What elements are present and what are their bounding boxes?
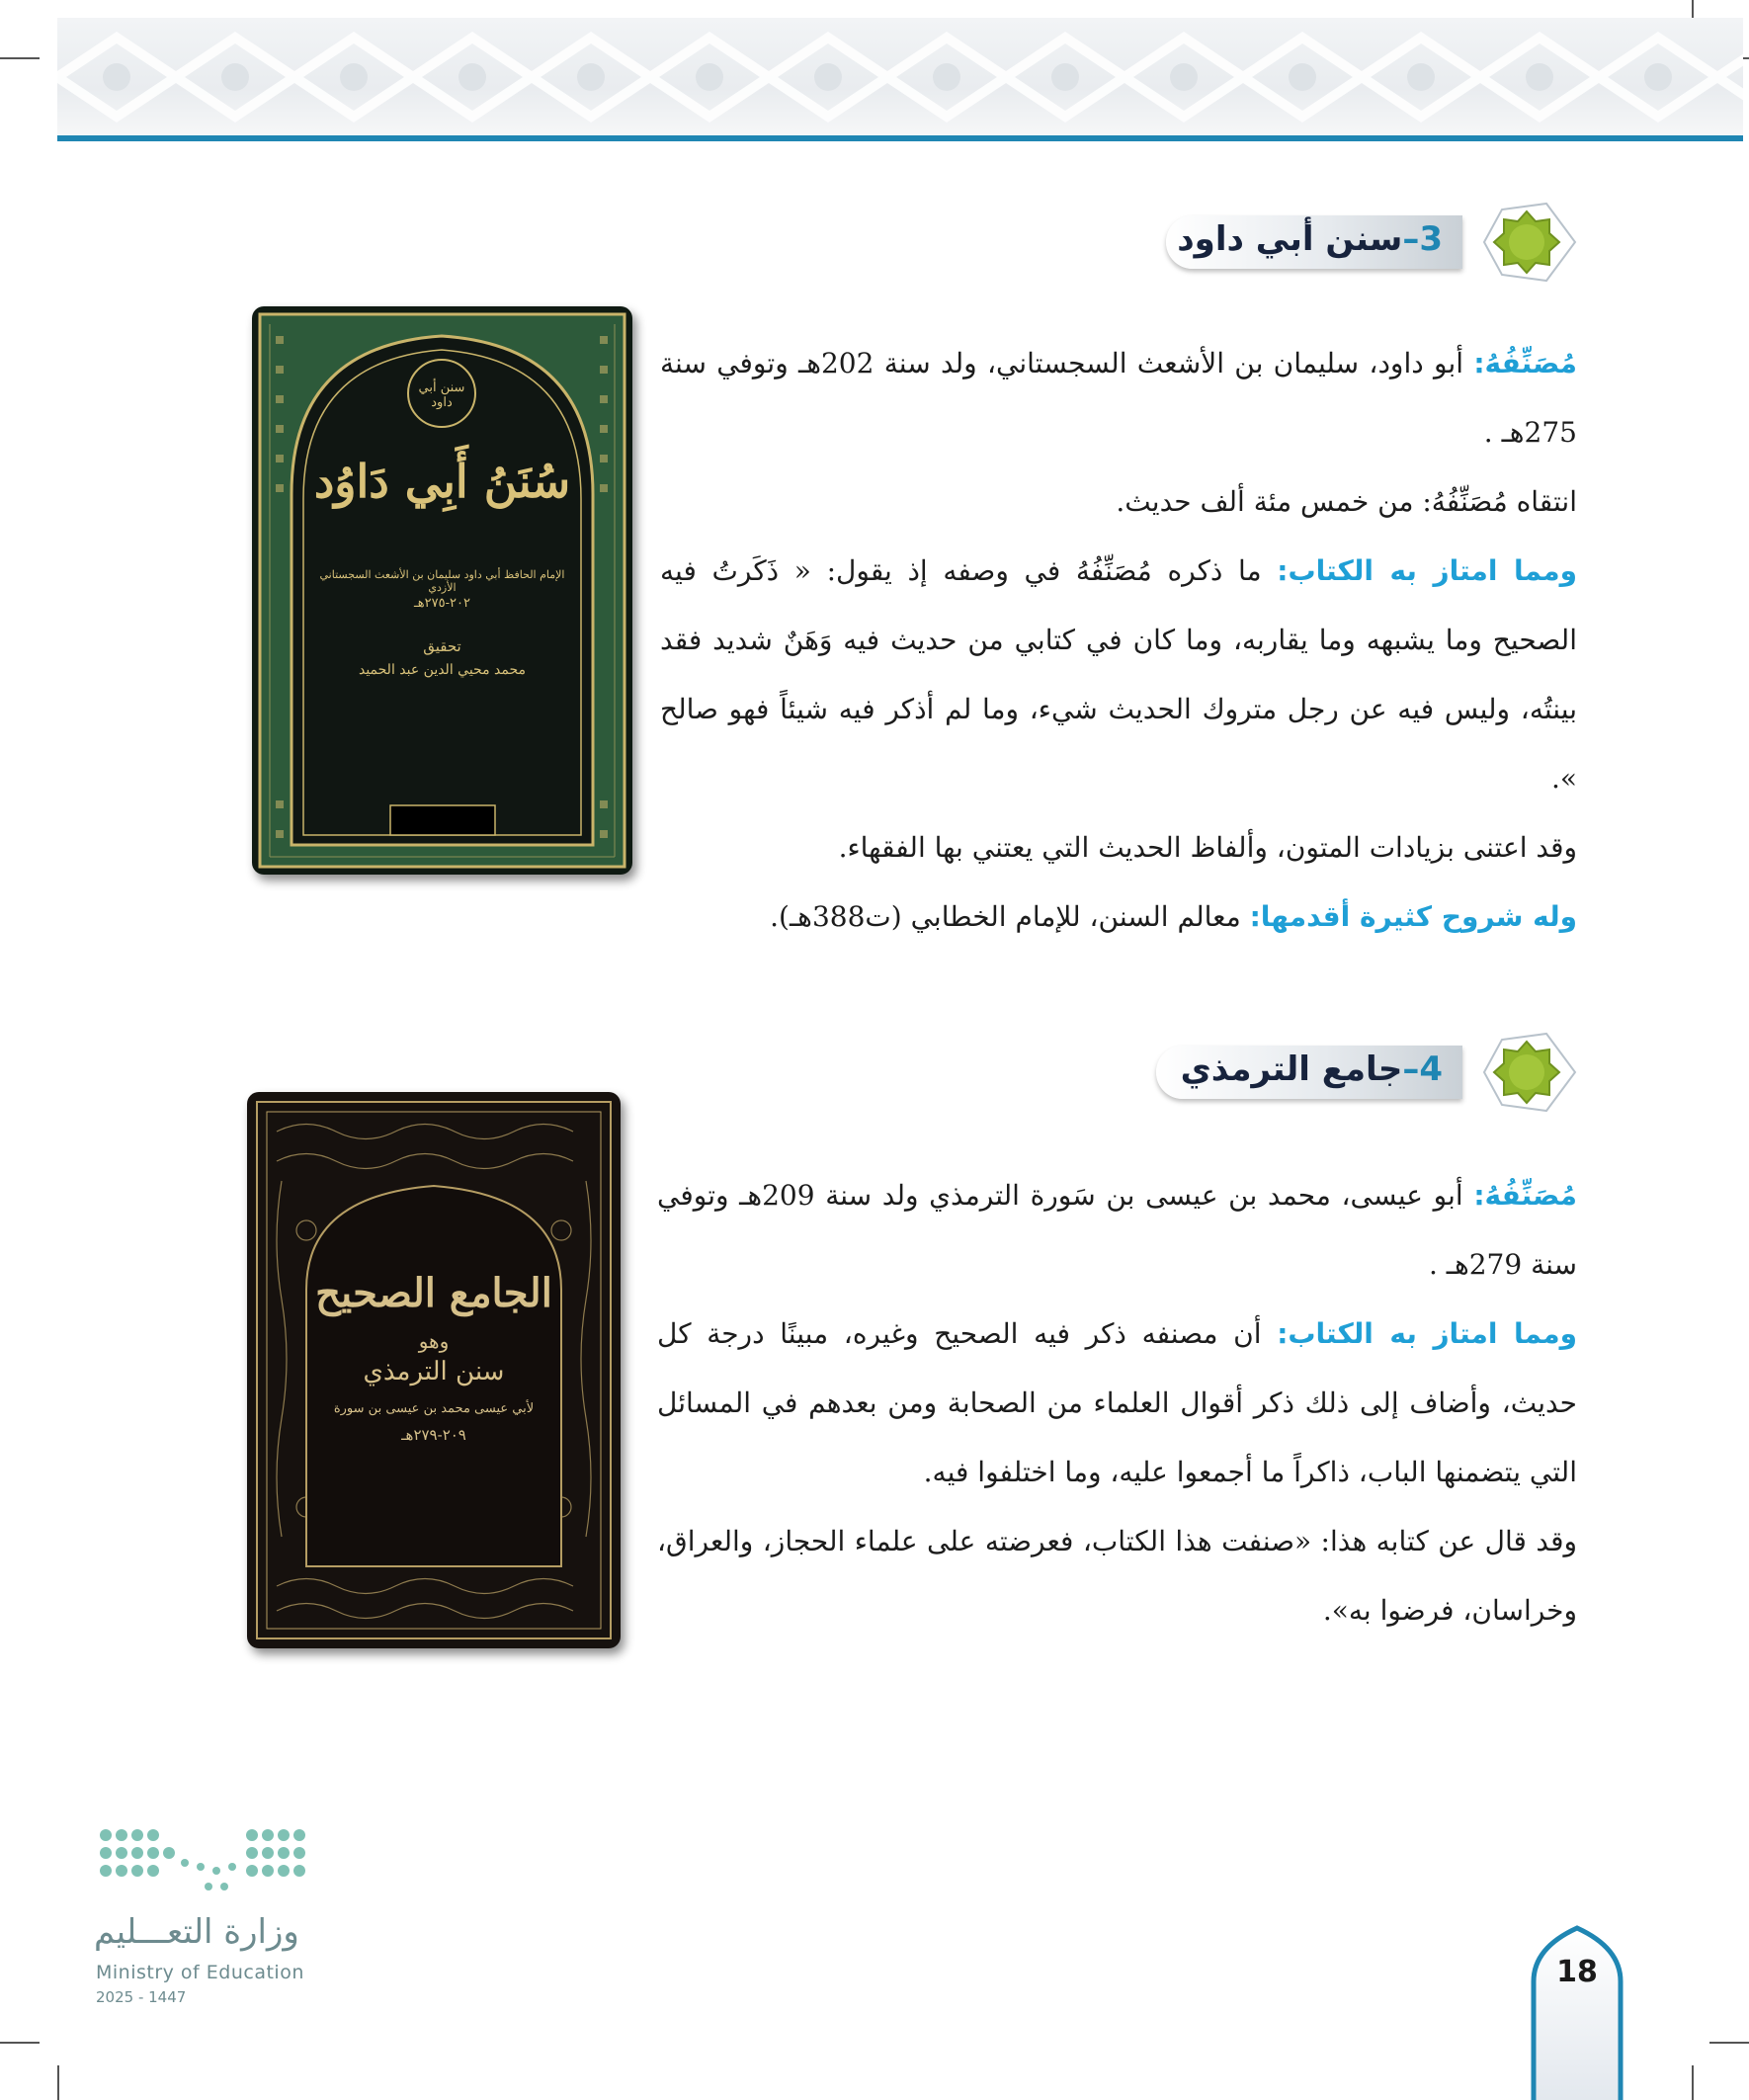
header-divider	[57, 135, 1743, 141]
book-cover-jami-al-tirmidhi	[247, 1092, 621, 1648]
crop-mark	[1709, 2042, 1749, 2044]
paragraph-features	[660, 537, 1577, 813]
book-line2-text: وهو	[418, 1329, 450, 1353]
paragraph-author	[660, 329, 1577, 467]
paragraph-quote	[657, 1507, 1577, 1645]
section-heading-bar	[1156, 1046, 1462, 1099]
paragraph-text: ما ذكره مُصَنِّفُهُ في وصفه إذ يقول: « ذَكَرتُ فيه الصحيح وما يشبهه وما يقاربه، وما كان في كتابي من حديث فيه وَهَنٌ شديد فقد بينتُه، وليس فيه عن رجل متروك الحديث شيء، وما لم أذكر فيه شيئاً فهو صالح ».	[660, 554, 1577, 795]
ministry-name-arabic: وزارة التعـــليم	[94, 1912, 299, 1952]
page-number: 18	[1556, 1955, 1598, 1989]
keyword-label: ومما امتاز به الكتاب:	[1277, 554, 1577, 587]
book-seal-text: سنن أبي داود	[418, 380, 465, 410]
section-dash: –	[1402, 219, 1420, 259]
paragraph-text: وقد قال عن كتابه هذا: «صنفت هذا الكتاب، فعرضته على علماء الحجاز، والعراق، وخراسان، فرضوا به».	[657, 1525, 1577, 1627]
book-years-text: ٢٠٩-٢٧٩هـ	[401, 1426, 466, 1444]
paragraph-features	[657, 1300, 1577, 1507]
keyword-label: ومما امتاز به الكتاب:	[1277, 1317, 1577, 1350]
paragraph-author	[657, 1161, 1577, 1300]
section-3-body	[660, 329, 1577, 952]
crop-mark	[57, 2065, 59, 2100]
book-editor-name: محمد محيي الدين عبد الحميد	[358, 662, 527, 678]
paragraph-text: انتقاه مُصَنِّفُهُ: من خمس مئة ألف حديث.	[1116, 485, 1577, 518]
crop-mark	[0, 57, 40, 59]
header-pattern-band	[57, 18, 1743, 136]
book-cover-sunan-abi-dawud	[252, 306, 632, 875]
book-title-text: الجامع الصحيح	[315, 1270, 552, 1316]
academic-year: 2025 - 1447	[96, 1988, 187, 2006]
book-editor-label: تحقيق	[423, 637, 461, 655]
section-title	[1181, 1050, 1443, 1089]
crop-mark	[1692, 2065, 1694, 2100]
section-heading-4	[1117, 1028, 1581, 1113]
section-title	[1177, 219, 1443, 259]
paragraph-text: وقد اعتنى بزيادات المتون، وألفاظ الحديث التي يعتني بها الفقهاء.	[838, 831, 1577, 864]
book-title-text: سُنَنُ أَبِي دَاوُد	[313, 455, 571, 508]
crop-mark	[0, 2042, 40, 2044]
paragraph-text: أن مصنفه ذكر فيه الصحيح وغيره، مبينًا درجة كل حديث، وأضاف إلى ذلك ذكر أقوال العلماء من الصحابة ومن بعدهم في المسائل التي يتضمنها الباب، ذاكراً ما أجمعوا عليه، وما اختلفوا فيه.	[657, 1317, 1577, 1488]
paragraph-text: أبو داود، سليمان بن الأشعث السجستاني، ولد سنة 202هـ وتوفي سنة 275هـ .	[660, 347, 1577, 449]
section-number: 3	[1419, 219, 1443, 259]
section-title-text: جامع الترمذي	[1180, 1050, 1403, 1089]
keyword-label: وله شروح كثيرة أقدمها:	[1249, 900, 1577, 933]
section-4-body	[657, 1161, 1577, 1645]
page-number-tab	[1528, 1922, 1626, 2100]
book-line3-text: سنن الترمذي	[363, 1357, 505, 1386]
keyword-label: مُصَنِّفُهُ:	[1473, 1179, 1577, 1212]
ministry-name-english: Ministry of Education	[96, 1962, 304, 1983]
book-subtitle-text: الإمام الحافظ أبي داود سليمان بن الأشعث السجستاني الأزدي	[319, 568, 565, 594]
green-star-badge-icon	[1472, 198, 1581, 287]
section-number: 4	[1419, 1050, 1443, 1089]
paragraph-additions	[660, 813, 1577, 882]
paragraph-text: معالم السنن، للإمام الخطابي (ت388هـ).	[770, 900, 1250, 933]
section-heading-bar	[1166, 215, 1462, 269]
paragraph-selection	[660, 467, 1577, 537]
paragraph-text: أبو عيسى، محمد بن عيسى بن سَورة الترمذي ولد سنة 209هـ وتوفي سنة 279هـ .	[657, 1179, 1577, 1281]
section-dash: –	[1402, 1050, 1420, 1089]
section-title-text: سنن أبي داود	[1177, 219, 1403, 259]
paragraph-commentaries	[660, 882, 1577, 952]
green-star-badge-icon	[1472, 1028, 1581, 1117]
section-heading-3	[1117, 198, 1581, 283]
book-years-text: ٢٠٢-٢٧٥هـ	[414, 596, 470, 611]
book-author-text: لأبي عيسى محمد بن عيسى بن سورة	[333, 1401, 535, 1416]
keyword-label: مُصَنِّفُهُ:	[1473, 347, 1577, 379]
